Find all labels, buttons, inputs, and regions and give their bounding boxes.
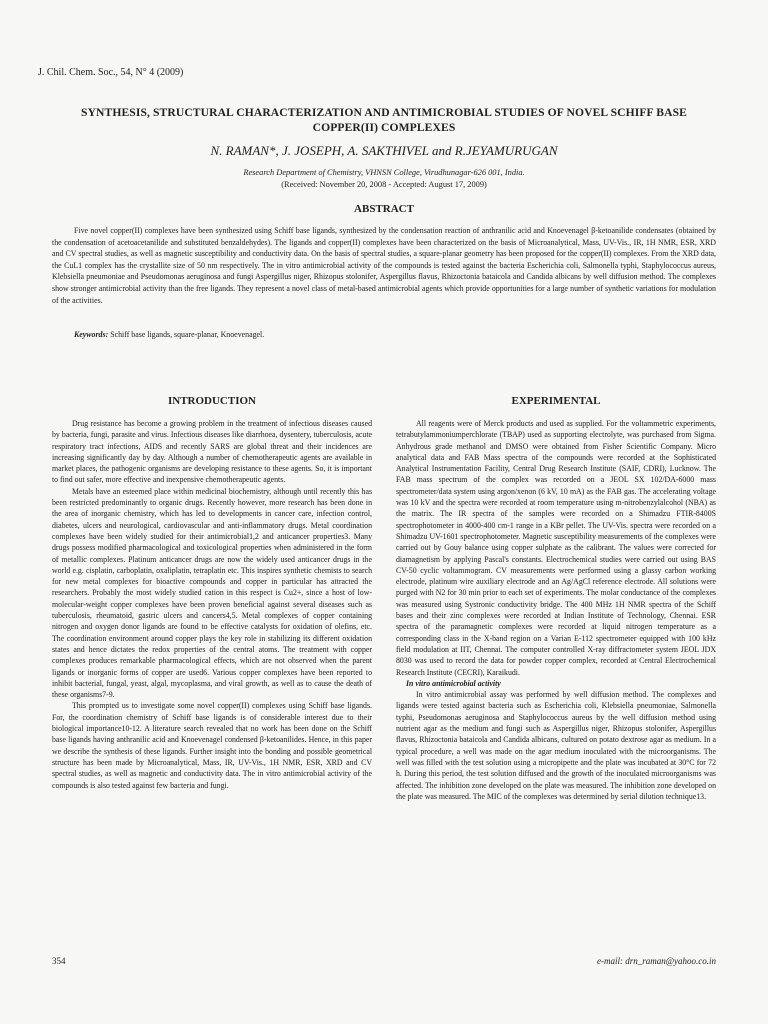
intro-paragraph: This prompted us to investigate some novel copper(II) complexes using Schiff base ligands. For, the coordination chemistry of Schiff base ligands is of considerable interest due to their biological importance10-12. A literature search revealed that no work has been done on the Schiff base ligands having anthranilic acid and Knoevenagel condensed β-ketoanilides. Hence, in this paper we describe the synthesis of these ligands. Further insight into the bonding and possible geometrical structure has been made by Microanalytical, Mass, IR, UV-Vis., 1H NMR, ESR, XRD and CV spectral studies, as well as magnetic and conductivity data. The in vitro antimicrobial activity of the compounds is also tested against few bacteria and fungi. — [52, 701, 372, 790]
intro-paragraph: Drug resistance has become a growing problem in the treatment of infectious diseases caused by bacteria, fungi, parasite and virus. Infectious diseases like diarrhoea, dysentery, tuberculosis, acute respiratory tract infections, AIDS and recently SARS are global threat and their incidences are increasing significantly day by day. Although a number of chemotherapeutic agents are available in market places, the pathogenic organisms are developing resistance to these agents. So, it is important to find out safer, more effective and inexpensive chemotherapeutic agents. — [52, 419, 372, 485]
received-dates: (Received: November 20, 2008 - Accepted: August 17, 2009) — [281, 180, 487, 189]
corresponding-email: e-mail: drn_raman@yahoo.co.in — [596, 956, 716, 966]
abstract-heading: ABSTRACT — [354, 203, 414, 215]
experimental-heading: EXPERIMENTAL — [511, 395, 601, 407]
paper-title: SYNTHESIS, STRUCTURAL CHARACTERIZATION AND ANTIMICROBIAL STUDIES OF NOVEL SCHIFF BASE COPPER(II) COMPLEXES — [81, 106, 687, 134]
introduction-heading: INTRODUCTION — [167, 395, 256, 407]
page-number: 354 — [52, 956, 66, 966]
experimental-paragraph: All reagents were of Merck products and used as supplied. For the voltammetric experiments, tetrabutylammoniumperchlorate (TBAP) used as supporting electrolyte, was purchased from Sigma. Anhydrous grade methanol and DMSO were obtained from Fisher Scientific Company. Micro analytical data and FAB Mass spectra of the compounds were recorded at the Sophisticated Analytical Instrumentation Facility, Central Drug Research Institute (SAIF, CDRI), Lucknow. The FAB mass spectrum of the complex was recorded on a JEOL SX 102/DA-6000 mass spectrometer/data system using argon/xenon (6 kV, 10 mA) as the FAB gas. The accelerating voltage was 10 kV and the spectra were recorded at room temperature using m-nitrobenzylalcohol (NBA) as the matrix. The IR spectra of the samples were recorded on a Shimadzu FTIR-8400S spectrophotometer in 4000-400 cm-1 range in a KBr pellet. The UV-Vis. spectra were recorded on a Shimadzu UV-1601 spectrophotometer. Magnetic susceptibility measurements of the complexes were carried out by Gouy balance using copper sulphate as the calibrant. The values were corrected for diamagnetism by applying Pascal's constants. Electrochemical studies were carried out using BAS CV-50 cyclic voltammogram. CV measurements were performed using a glassy carbon working electrode, platinum wire auxiliary electrode and an Ag/AgCl reference electrode. All solutions were purged with N2 for 30 min prior to each set of experiments. The molar conductance of the complexes was measured using Systronic conductivity bridge. The 400 MHz 1H NMR spectra of the Schiff bases and their zinc complexes were recorded at Indian Institute of Technology, Chennai. ESR spectra of the paramagnetic complexes were recorded at liquid nitrogen temperature as a corresponding class in the X-band region on a Varian E-112 spectrometer equipped with 100 kHz field modulation at IIT, Chennai. The computer controlled X-ray diffractometer system JEOL JDX 8030 was used to record the data for powder copper complex, recorded at Central Electrochemical Research Institute (CECRI), Karaikudi. — [396, 419, 716, 677]
abstract-text: Five novel copper(II) complexes have been synthesized using Schiff base ligands, synthesized by the condensation reaction of anthranilic acid and Knoevenagel β-ketoanilide condensates (obtained by the condensation of acetoacetanilide and substituted benzaldehydes). The ligands and copper(II) complexes have been characterized on the basis of Microanalytical, Mass, UV-Vis., IR, 1H NMR, ESR, XRD and CV spectral studies, as well as magnetic susceptibility and conductivity data. On the basis of spectral studies, a square-planar geometry has been proposed for the copper(II) complexes. From the XRD data, the CuL1 complex has the crystallite size of 50 nm respectively. The in vitro antimicrobial activity of the compounds is tested against the bacteria Escherichia coli, Salmonella typhi, Staphylococcus aureus, Klebsiella pneumoniae and Pseudomonas aeruginosa and fungi Aspergillus niger, Rhizopus stolonifer, Aspergillus flavus, Rhizoctonia bataicola and Candida albicans by well diffusion method. The complexes show stronger antimicrobial activity than the free ligands. They represent a novel class of metal-based antimicrobial agents which provide opportunities for a large number of synthetic variations for modulation of the activities. — [52, 226, 716, 305]
keywords-text: Schiff base ligands, square-planar, Knoevenagel. — [110, 330, 265, 339]
intro-paragraph: Metals have an esteemed place within medicinal biochemistry, although until recently this has been restricted predominantly to organic drugs. Recently however, more research has been done in the area of inorganic chemistry, which has led to developments in cancer care, infection control, diabetes, ulcers and neurological, cardiovascular and anti-inflammatory drugs. Metal coordination complexes have been widely studied for their antimicrobial1,2 and anticancer properties3. Many drugs possess modified pharmacological and toxicological properties when administered in the form of metallic complexes. Platinum anticancer drugs are now the widely used anticancer drugs in the world e.g. cisplatin, carboplatin, oxaliplatin, tetraplatin etc. This inspires synthetic chemists to search for new metal complexes for bioactive compounds and copper in particular has attracted the researchers. Probably the most widely studied cation in this respect is Cu2+, since a host of low-molecular-weight copper complexes have been proven beneficial against several diseases such as tuberculosis, rheumatoid, gastric ulcers and cancers4,5. Metal complexes of copper containing nitrogen and oxygen donor ligands are found to be effective catalysts for oxidation of olefins, etc. The coordination environment around copper plays the key role in stabilizing its different oxidation states and hence dictates the redox properties of the central atoms. The treatment with copper complexes produces remarkable pharmacological effects, which are not observed when the parent ligands or inorganic forms of copper are used6. Various copper complexes have been reported to inhibit bacterial, fungal, yeast, algal, mycoplasma, and viral growth, as well as to cause the death of these organisms7-9. — [52, 486, 372, 700]
keywords-label: Keywords: — [74, 330, 109, 339]
journal-citation: J. Chil. Chem. Soc., 54, N° 4 (2009) — [38, 67, 184, 78]
antimicrobial-paragraph: In vitro antimicrobial assay was performed by well diffusion method. The complexes and ligands were tested against bacteria such as Escherichia coli, Klebsiella pneumoniae, Salmonella typhi, Pseudomonas aeruginosa and Staphylococcus aureus by the well diffusion method using nutrient agar as the medium and fungi such as Aspergillus niger, Rhizopus stolonifer, Aspergillus flavus, Rhizoctonia bataicola and Candida albicans, cultured on potato dextrose agar as medium. In a typical procedure, a well was made on the agar medium inoculated with the microorganisms. The well was filled with the test solution using a micropipette and the plate was incubated at 30°C for 72 h. During this period, the test solution diffused and the growth of the inoculated microorganisms was affected. The inhibition zone developed on the plate was measured. The inhibition zone developed on the plate was measured. The MIC of the complexes was determined by serial dilution technique13. — [396, 690, 716, 801]
affiliation: Research Department of Chemistry, VHNSN College, Virudhunagar-626 001, India. — [243, 168, 525, 177]
introduction-column — [52, 418, 372, 791]
keywords — [74, 330, 264, 339]
experimental-column — [396, 418, 716, 802]
antimicrobial-subheading: In vitro antimicrobial activity — [406, 678, 501, 688]
author-list: N. RAMAN*, J. JOSEPH, A. SAKTHIVEL and R.JEYAMURUGAN — [210, 143, 558, 158]
